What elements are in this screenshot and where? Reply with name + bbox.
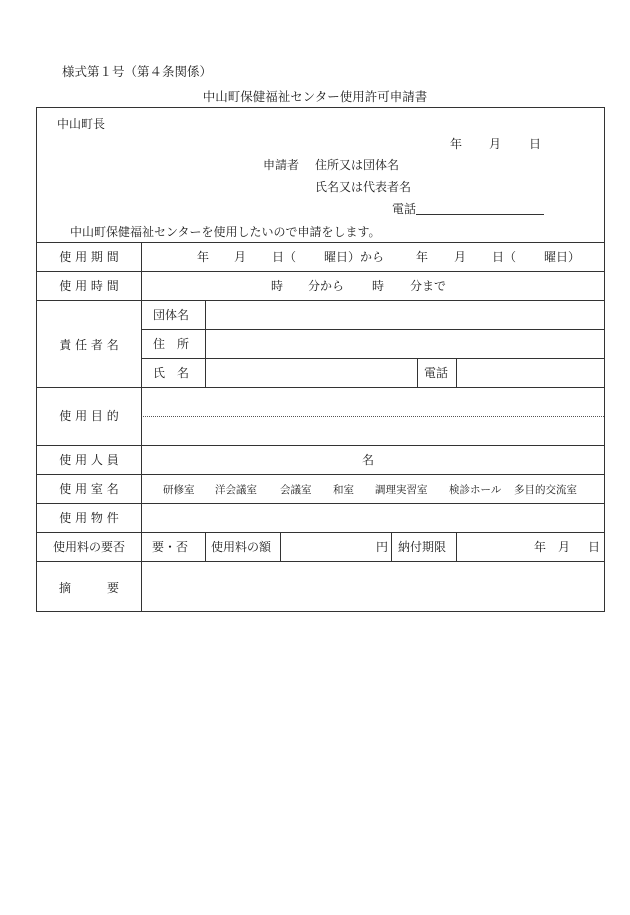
column-divider xyxy=(417,358,418,387)
remarks-label: 摘 要 xyxy=(58,581,119,595)
divider xyxy=(37,561,604,562)
people-count-field[interactable]: 名 xyxy=(362,453,375,467)
room-option-japanese[interactable]: 和室 xyxy=(333,484,354,496)
divider xyxy=(37,445,604,446)
applicant-phone-label: 電話 xyxy=(392,202,417,216)
column-divider xyxy=(456,358,457,387)
column-divider xyxy=(141,242,142,611)
addressee: 中山町長 xyxy=(57,117,106,131)
applicant-phone-field[interactable] xyxy=(392,203,544,215)
applicant-name-label: 氏名又は代表者名 xyxy=(315,180,412,194)
divider xyxy=(141,358,604,359)
usage-time-label: 使 用 時 間 xyxy=(59,279,119,293)
period-end-month[interactable]: 月 xyxy=(454,250,467,264)
column-divider xyxy=(280,532,281,561)
responsible-phone-label: 電話 xyxy=(424,366,449,380)
period-start-day[interactable]: 日（ xyxy=(272,250,297,264)
fee-required-label: 使用料の要否 xyxy=(52,540,125,554)
divider xyxy=(37,271,604,272)
date-day-field[interactable]: 日 xyxy=(529,137,542,151)
period-end-weekday[interactable]: 曜日） xyxy=(544,250,581,264)
column-divider xyxy=(391,532,392,561)
dotted-divider xyxy=(141,416,604,417)
form-number: 様式第１号（第４条関係） xyxy=(62,64,213,79)
period-end-year[interactable]: 年 xyxy=(416,250,429,264)
time-end-minute[interactable]: 分まで xyxy=(410,279,447,293)
divider xyxy=(37,242,604,243)
room-option-multipurpose[interactable]: 多目的交流室 xyxy=(514,484,577,496)
fee-amount-label: 使用料の額 xyxy=(211,540,272,554)
column-divider xyxy=(456,532,457,561)
page-title: 中山町保健福祉センター使用許可申請書 xyxy=(202,89,428,104)
payment-deadline-label: 納付期限 xyxy=(398,540,447,554)
room-name-label: 使 用 室 名 xyxy=(59,482,119,496)
request-statement: 中山町保健福祉センターを使用したいので申請をします。 xyxy=(70,225,381,239)
date-year-field[interactable]: 年 xyxy=(450,137,463,151)
fee-yen-unit: 円 xyxy=(376,540,389,554)
fee-required-choice[interactable]: 要・否 xyxy=(152,540,189,554)
responsible-person-label: 責 任 者 名 xyxy=(59,338,119,352)
room-option-checkup-hall[interactable]: 検診ホール xyxy=(449,484,502,496)
time-start-minute[interactable]: 分から xyxy=(308,279,345,293)
deadline-day[interactable]: 日 xyxy=(588,540,601,554)
room-option-western-meeting[interactable]: 洋会議室 xyxy=(215,484,257,496)
room-option-training[interactable]: 研修室 xyxy=(163,484,195,496)
divider xyxy=(37,300,604,301)
column-divider xyxy=(205,300,206,387)
time-end-hour[interactable]: 時 xyxy=(372,279,385,293)
divider xyxy=(37,503,604,504)
group-name-label: 団体名 xyxy=(153,308,190,322)
period-start-weekday[interactable]: 曜日）から xyxy=(324,250,385,264)
divider xyxy=(37,387,604,388)
applicant-address-label: 住所又は団体名 xyxy=(315,158,400,172)
time-start-hour[interactable]: 時 xyxy=(271,279,284,293)
deadline-month[interactable]: 月 xyxy=(558,540,571,554)
divider xyxy=(37,532,604,533)
column-divider xyxy=(205,532,206,561)
divider xyxy=(37,474,604,475)
application-form-table xyxy=(36,107,605,612)
phone-underline xyxy=(416,203,544,215)
name-label: 氏 名 xyxy=(153,366,190,380)
divider xyxy=(141,329,604,330)
usage-people-label: 使 用 人 員 xyxy=(59,453,119,467)
date-month-field[interactable]: 月 xyxy=(489,137,502,151)
period-end-day[interactable]: 日（ xyxy=(492,250,517,264)
period-start-year[interactable]: 年 xyxy=(197,250,210,264)
address-label: 住 所 xyxy=(153,337,190,351)
deadline-year[interactable]: 年 xyxy=(534,540,547,554)
usage-period-label: 使 用 期 間 xyxy=(59,250,119,264)
usage-items-label: 使 用 物 件 xyxy=(59,511,119,525)
room-option-meeting[interactable]: 会議室 xyxy=(280,484,312,496)
period-start-month[interactable]: 月 xyxy=(234,250,247,264)
applicant-label: 申請者 xyxy=(263,158,300,172)
room-option-cooking[interactable]: 調理実習室 xyxy=(375,484,428,496)
usage-purpose-label: 使 用 目 的 xyxy=(59,409,119,423)
